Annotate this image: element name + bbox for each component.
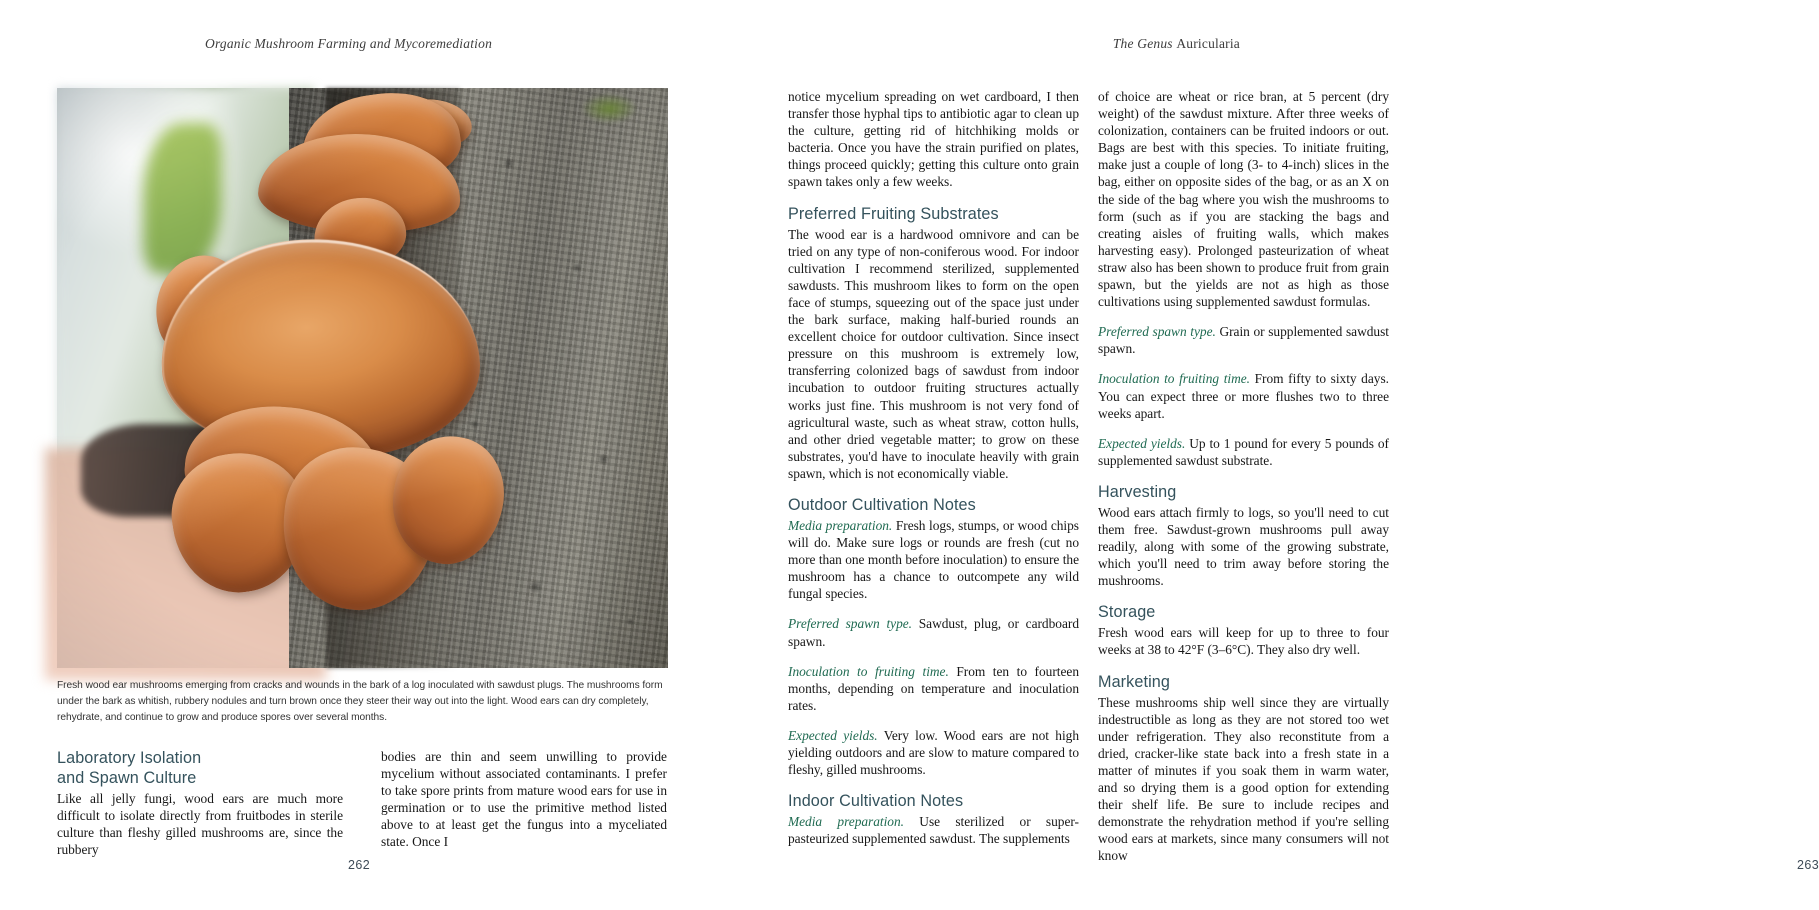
section-heading-marketing: Marketing <box>1098 672 1170 691</box>
runin-body-inoculation-to-fruiting-time: From ten to fourteen months, depending on temperature and inoculation rates. <box>788 663 1079 713</box>
paragraph-indoor-substrate-continuation: of choice are wheat or rice bran, at 5 percent (dry weight) of the sawdust mixture. After three weeks of colonization, containers can be fruited indoors or out. Bags are best with this species. To initiate fruiting, make just a couple of long (3- to 4-inch) slices in the bag, either on opposite sides of the bag, or as an X on the side of the bag where you wish the mushrooms to form (such as if you are stacking the bags and creating aisles of fruiting walls, which makes harvesting easy). Prolonged pasteurization of wheat straw also has been shown to produce fruit from grain spawn, but the yields are not as high as those cultivations using supplemented sawdust formulas. <box>1098 89 1389 310</box>
section-heading-preferred-fruiting-substrates: Preferred Fruiting Substrates <box>788 204 999 223</box>
left-page-columns <box>57 748 668 858</box>
page-number-right: 263 <box>1797 858 1819 872</box>
right-page-columns <box>788 88 1390 864</box>
photo-vignette <box>57 88 668 668</box>
runin-heading-media-preparation: Media preparation. <box>788 517 893 533</box>
runin-body-indoor-media-preparation: Use sterilized or super-pasteurized supplemented sawdust. The supplements <box>788 814 1079 847</box>
section-heading-outdoor-cultivation-notes: Outdoor Cultivation Notes <box>788 495 976 514</box>
runin-heading-indoor-inoculation-to-fruiting-time: Inoculation to fruiting time. <box>1098 371 1250 387</box>
runin-body-indoor-inoculation-to-fruiting-time: From fifty to sixty days. You can expect three or more flushes two to three weeks apart. <box>1098 371 1389 421</box>
wood-ear-photograph <box>57 88 668 668</box>
paragraph-outdoor-expected-yields <box>788 727 1079 778</box>
runin-heading-indoor-media-preparation: Media preparation. <box>788 814 904 830</box>
paragraph-indoor-preferred-spawn-type <box>1098 323 1389 357</box>
runin-heading-indoor-preferred-spawn-type: Preferred spawn type. <box>1098 324 1216 340</box>
right-page-column-1 <box>788 88 1079 864</box>
paragraph-marketing: These mushrooms ship well since they are virtually indestructible as long as they are not stored too wet under refrigeration. They also reconstitute from a dried, cracker-like state back into a fresh state in a matter of minutes if you soak them in warm water, and so drying them is a good option for extending their shelf life. Be sure to include recipes and demonstrate the rehydration method if you're selling wood ears at markets, since many consumers will not know <box>1098 694 1389 864</box>
runin-heading-preferred-spawn-type: Preferred spawn type. <box>788 616 913 632</box>
section-heading-laboratory-isolation <box>57 748 343 788</box>
photo-caption: Fresh wood ear mushrooms emerging from cracks and wounds in the bark of a log inoculated with sawdust plugs. The mushrooms form under the bark as whitish, rubbery nodules and turn brown once they steer their way out into the light. Wood ears can dry completely, rehydrate, and continue to grow and produce spores over several months. <box>57 680 663 724</box>
runin-body-media-preparation: Fresh logs, stumps, or wood chips will do. Make sure logs or rounds are fresh (cut no more than one month before inoculation) to ensure the mushroom has a chance to outcompete any wild fungal species. <box>788 517 1079 602</box>
right-page-column-2 <box>1098 88 1389 864</box>
left-column-2-paragraph: bodies are thin and seem unwilling to provide mycelium without associated contaminants. I prefer to take spore prints from mature wood ears for use in germination or to use the primitive method listed above to at least get the fungus into a myceliated state. Once I <box>381 749 667 850</box>
section-heading-line-2: and Spawn Culture <box>57 769 197 787</box>
running-head-right-italic: The Genus <box>1112 36 1177 51</box>
section-heading-line-1: Laboratory Isolation <box>57 749 202 767</box>
paragraph-outdoor-media-preparation <box>788 517 1079 602</box>
paragraph-indoor-expected-yields <box>1098 435 1389 469</box>
left-page-column-1 <box>57 748 343 858</box>
left-column-1-paragraph: Like all jelly fungi, wood ears are much more difficult to isolate directly from fruitbodes in sterile culture than fleshy gilled mushrooms are, since the rubbery <box>57 791 343 858</box>
runin-heading-expected-yields: Expected yields. <box>788 727 878 743</box>
runin-body-indoor-preferred-spawn-type: Grain or supplemented sawdust spawn. <box>1098 324 1389 357</box>
paragraph-storage: Fresh wood ears will keep for up to three to four weeks at 38 to 42°F (3–6°C). They also dry well. <box>1098 625 1389 658</box>
running-head-right-genus: Auricularia <box>1176 36 1240 51</box>
paragraph-indoor-media-preparation <box>788 813 1079 847</box>
left-page-column-2 <box>381 748 667 858</box>
left-page <box>0 0 722 910</box>
section-heading-harvesting: Harvesting <box>1098 482 1177 501</box>
paragraph-indoor-inoculation-to-fruiting-time <box>1098 370 1389 421</box>
runin-body-indoor-expected-yields: Up to 1 pound for every 5 pounds of supplemented sawdust substrate. <box>1098 435 1389 468</box>
runin-body-expected-yields: Very low. Wood ears are not high yielding outdoors and are slow to mature compared to fleshy, gilled mushrooms. <box>788 727 1079 778</box>
paragraph-culture-continuation: notice mycelium spreading on wet cardboard, I then transfer those hyphal tips to antibiotic agar to clean up the culture, getting rid of hitchhiking molds or bacteria. Once you have the strain purified on plates, things proceed quickly; getting this culture onto grain spawn takes only a few weeks. <box>788 89 1079 190</box>
running-head-right <box>1113 36 1240 52</box>
runin-heading-indoor-expected-yields: Expected yields. <box>1098 435 1186 451</box>
section-heading-indoor-cultivation-notes: Indoor Cultivation Notes <box>788 792 964 811</box>
runin-body-preferred-spawn-type: Sawdust, plug, or cardboard spawn. <box>788 616 1079 649</box>
paragraph-preferred-fruiting-substrates: The wood ear is a hardwood omnivore and can be tried on any type of non-coniferous wood. For indoor cultivation I recommend sterilized, supplemented sawdusts. This mushroom likes to form on the open face of stumps, squeezing out of the space just under the bark surface, making half-buried rounds an excellent choice for outdoor cultivation. Since insect pressure on this mushroom is extremely low, transferring colonized bags of sawdust from indoor incubation to outdoor fruiting structures actually works just fine. This mushroom is not very fond of agricultural waste, such as wheat straw, cotton hulls, and other dried vegetable matter; to grow on these substrates, you'd have to inoculate heavily with grain spawn, which is not economically viable. <box>788 226 1079 481</box>
paragraph-outdoor-inoculation-to-fruiting-time <box>788 663 1079 714</box>
page-number-left: 262 <box>348 858 371 872</box>
right-page <box>722 0 1819 910</box>
runin-heading-inoculation-to-fruiting-time: Inoculation to fruiting time. <box>788 663 949 679</box>
running-head-left: Organic Mushroom Farming and Mycoremediation <box>205 36 493 51</box>
paragraph-outdoor-preferred-spawn-type <box>788 615 1079 649</box>
section-heading-storage: Storage <box>1098 603 1156 622</box>
paragraph-harvesting: Wood ears attach firmly to logs, so you'll need to cut them free. Sawdust-grown mushrooms pull away readily, along with some of the growing substrate, which you'll need to trim away before storing the mushrooms. <box>1098 504 1389 589</box>
